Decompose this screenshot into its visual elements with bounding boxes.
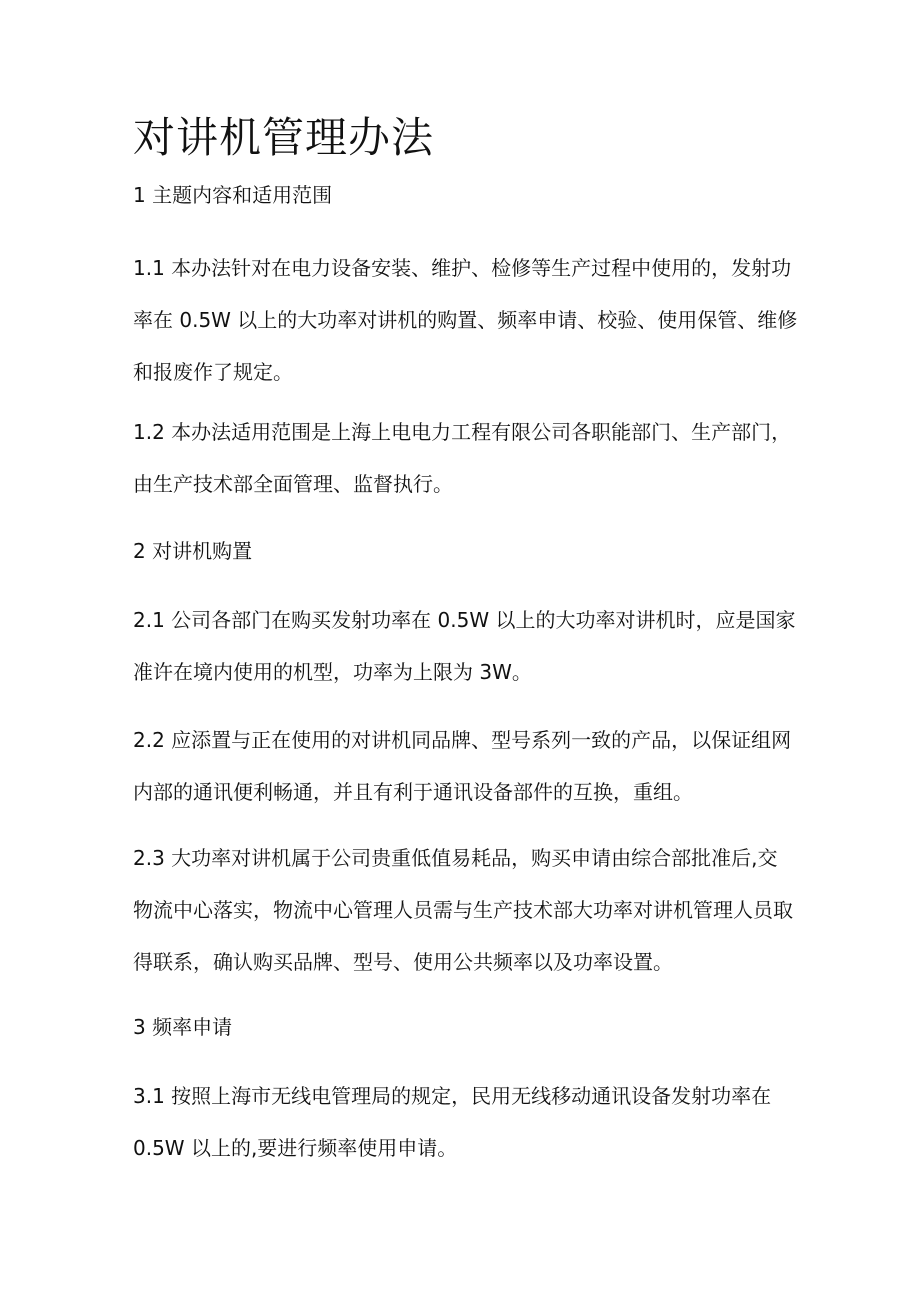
paragraph-line: 2.2 应添置与正在使用的对讲机同品牌、型号系列一致的产品，以保证组网	[133, 728, 792, 752]
paragraph-1-1	[133, 242, 803, 398]
paragraph-line: 得联系，确认购买品牌、型号、使用公共频率以及功率设置。	[133, 950, 673, 974]
paragraph-line: 由生产技术部全面管理、监督执行。	[133, 472, 453, 496]
paragraph-line: 0.5W 以上的,要进行频率使用申请。	[133, 1136, 458, 1160]
paragraph-line: 内部的通讯便利畅通，并且有利于通讯设备部件的互换，重组。	[133, 780, 693, 804]
paragraph-2-1	[133, 594, 803, 698]
section-heading-2: 2 对讲机购置	[133, 539, 253, 563]
paragraph-line: 和报废作了规定。	[133, 360, 293, 384]
section-heading-1: 1 主题内容和适用范围	[133, 183, 333, 207]
paragraph-line: 物流中心落实，物流中心管理人员需与生产技术部大功率对讲机管理人员取	[133, 898, 793, 922]
paragraph-line: 1.2 本办法适用范围是上海上电电力工程有限公司各职能部门、生产部门，	[133, 420, 792, 444]
paragraph-line: 2.1 公司各部门在购买发射功率在 0.5W 以上的大功率对讲机时，应是国家	[133, 608, 796, 632]
paragraph-line: 准许在境内使用的机型，功率为上限为 3W。	[133, 660, 532, 684]
paragraph-line: 3.1 按照上海市无线电管理局的规定，民用无线移动通讯设备发射功率在	[133, 1084, 772, 1108]
paragraph-2-3	[133, 832, 803, 988]
paragraph-1-2	[133, 406, 803, 510]
document-title: 对讲机管理办法	[133, 113, 435, 162]
paragraph-3-1	[133, 1070, 803, 1174]
paragraph-line: 2.3 大功率对讲机属于公司贵重低值易耗品，购买申请由综合部批准后,交	[133, 846, 778, 870]
paragraph-2-2	[133, 714, 803, 818]
paragraph-line: 1.1 本办法针对在电力设备安装、维护、检修等生产过程中使用的，发射功	[133, 256, 792, 280]
section-heading-3: 3 频率申请	[133, 1015, 233, 1039]
paragraph-line: 率在 0.5W 以上的大功率对讲机的购置、频率申请、校验、使用保管、维修	[133, 308, 798, 332]
